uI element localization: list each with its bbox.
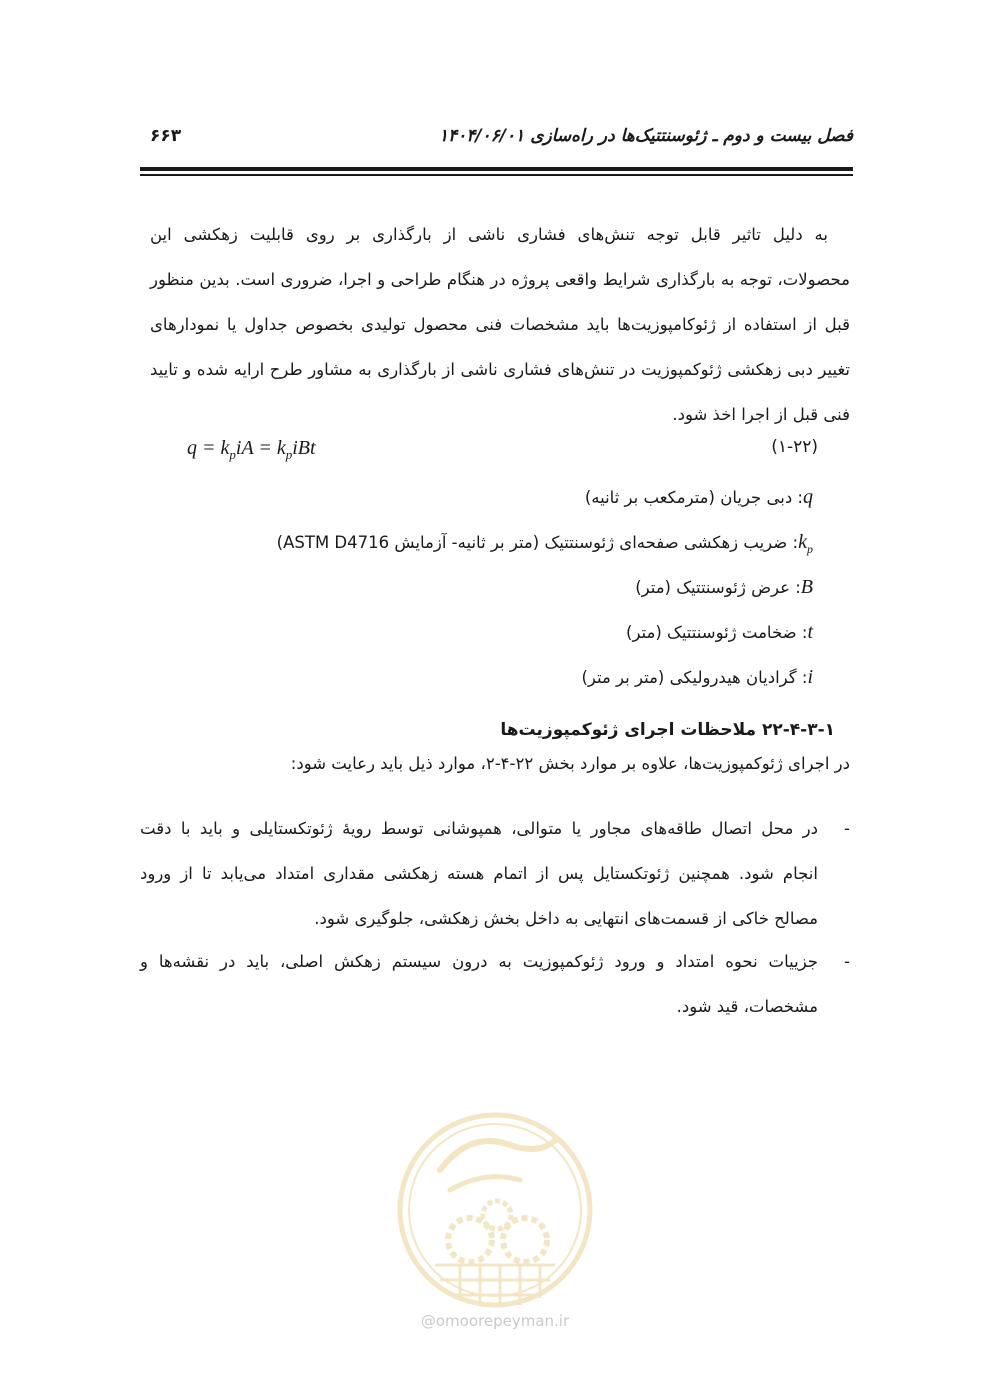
variable-description: : ضخامت ژئوسنتتیک (متر) [626,623,808,642]
variable-symbol: B [800,576,813,598]
formula-subscript: p [285,447,293,462]
page-number: ۶۶۳ [150,126,182,146]
variable-symbol: q [803,486,813,508]
chapter-title: فصل بیست و دوم ـ ژئوسنتتیک‌ها در راه‌سازی ۱۴۰۴/۰۶/۰۱ [438,126,853,146]
variable-row [277,615,813,660]
page-header [140,126,853,156]
bullet-line: در محل اتصال طاقه‌های مجاور یا متوالی، همپوشانی توسط رویهٔ ژئوتکستایلی و باید با دقت [140,819,818,838]
variable-description: : گرادیان هیدرولیکی (متر بر متر) [581,668,808,687]
equation-number: (۱-۲۲) [771,437,818,457]
variable-symbol: t [807,621,813,643]
variable-description: : دبی جریان (مترمکعب بر ثانیه) [584,488,803,507]
formula-equals: = [202,437,216,459]
variable-definitions [277,480,813,705]
intro-line: تغییر دبی زهکشی ژئوکمپوزیت در تنش‌های فشاری ناشی از بارگذاری به مشاور طرح ارایه شده و تایید [150,360,850,379]
formula-subscript: p [229,447,236,462]
intro-line: به دلیل تاثیر قابل توجه تنش‌های فشاری ناشی از بارگذاری بر روی قابلیت زهکشی این [150,225,828,244]
formula-k: k [220,437,230,459]
formula-ia: iA [235,437,254,459]
variable-row [277,480,813,525]
bullet-line: انجام شود. همچنین ژئوتکستایل پس از اتمام هسته زهکشی مقداری امتداد می‌یابد تا از ورود [140,864,818,883]
formula-equals: = [258,437,272,459]
intro-line: فنی قبل از اجرا اخذ شود. [672,405,850,424]
bullet-dash: - [844,952,850,971]
header-rule-thick [140,167,853,171]
formula-k: k [276,437,286,459]
variable-description: : عرض ژئوسنتتیک (متر) [635,578,801,597]
intro-paragraph [150,212,850,437]
variable-row [277,525,813,570]
bullet-line: مشخصات، قید شود. [676,997,818,1016]
bullet-dash: - [844,819,850,838]
formula-q: q [187,437,197,459]
section-heading: ۲۲-۴-۳-۱ ملاحظات اجرای ژئوکمپوزیت‌ها [500,720,835,740]
bullet-item [140,806,850,941]
bullet-line: جزییات نحوه امتداد و ورود ژئوکمپوزیت به درون سیستم زهکش اصلی، باید در نقشه‌ها و [140,952,818,971]
variable-description: : ضریب زهکشی صفحه‌ای ژئوسنتتیک (متر بر ثانیه- آزمایش ASTM D4716) [276,533,799,552]
watermark-logo [390,1100,600,1320]
intro-line: قبل از استفاده از ژئوکامپوزیت‌ها باید مشخصات فنی محصول تولیدی بخصوص جداول یا نمودارهای [150,315,850,334]
intro-line: محصولات، توجه به بارگذاری شرایط واقعی پروژه در هنگام طراحی و اجرا، ضروری است. بدین منظور [150,270,850,289]
bullet-line: مصالح خاکی از قسمت‌های انتهایی به داخل بخش زهکشی، جلوگیری شود. [314,909,818,928]
variable-symbol: i [807,666,813,688]
variable-symbol: $k_p$ [798,531,813,556]
bullet-item [140,939,850,1029]
header-rule-thin [140,174,853,176]
formula-ibt: iBt [292,437,316,459]
variable-row [277,660,813,705]
section-intro: در اجرای ژئوکمپوزیت‌ها، علاوه بر موارد بخش ۲۲-۴-۲، موارد ذیل باید رعایت شود: [290,754,850,773]
flow-formula [187,437,316,463]
variable-row [277,570,813,615]
watermark-caption: @omoorepeyman.ir [420,1312,570,1330]
